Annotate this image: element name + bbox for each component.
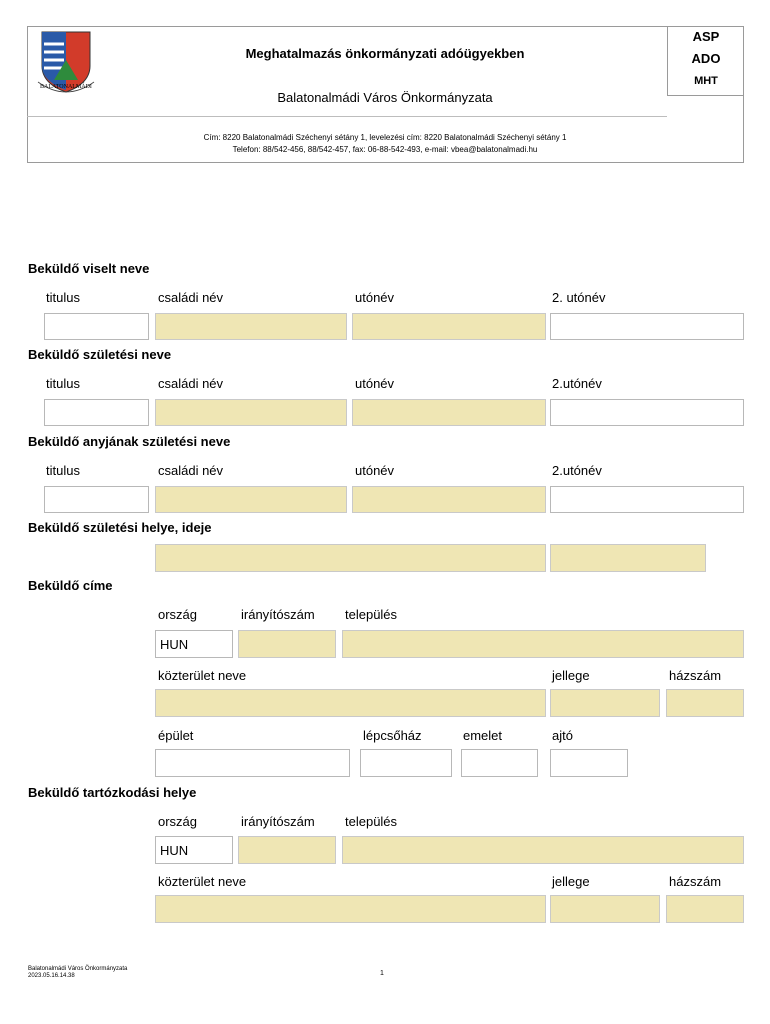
tartozkodasi-iranyitoszam-input[interactable] xyxy=(238,836,336,864)
cim-iranyitoszam-input[interactable] xyxy=(238,630,336,658)
viselt-utonev2-input[interactable] xyxy=(550,313,744,340)
cim-emelet-input[interactable] xyxy=(461,749,538,777)
label-emelet: emelet xyxy=(463,728,503,743)
form-code-ado: ADO xyxy=(691,51,721,66)
section-szuletesi-nev: Beküldő születési neve xyxy=(28,347,172,362)
szuletesi-hely-input[interactable] xyxy=(155,544,546,572)
label-csaladi-nev: családi név xyxy=(158,290,224,305)
tartozkodasi-kozterulet-neve-input[interactable] xyxy=(155,895,546,923)
label-csaladi-nev: családi név xyxy=(158,463,224,478)
anyja-utonev2-input[interactable] xyxy=(550,486,744,513)
anyja-csaladi-nev-input[interactable] xyxy=(155,486,347,513)
label-lepcsohaz: lépcsőház xyxy=(363,728,422,743)
szuletesi-utonev-input[interactable] xyxy=(352,399,546,426)
form-code-box xyxy=(667,26,744,96)
section-szuletesi-hely: Beküldő születési helye, ideje xyxy=(28,520,212,535)
label-orszag: ország xyxy=(158,814,198,829)
tartozkodasi-hazszam-input[interactable] xyxy=(666,895,744,923)
footer-org: Balatonalmádi Város Önkormányzata xyxy=(28,966,128,972)
cim-ajto-input[interactable] xyxy=(550,749,628,777)
szuletesi-ido-input[interactable] xyxy=(550,544,706,572)
form-code-mht: MHT xyxy=(694,75,718,87)
logo-text: BALATONALMÁDI xyxy=(40,84,92,90)
anyja-utonev-input[interactable] xyxy=(352,486,546,513)
label-kozterulet-neve: közterület neve xyxy=(158,668,247,683)
cim-hazszam-input[interactable] xyxy=(666,689,744,717)
section-anyja-neve: Beküldő anyjának születési neve xyxy=(28,434,231,449)
label-utonev: utónév xyxy=(355,290,395,305)
page-number: 1 xyxy=(380,970,384,977)
document-title: Meghatalmazás önkormányzati adóügyekben xyxy=(245,46,525,61)
label-utonev2: 2.utónév xyxy=(552,463,602,478)
tartozkodasi-orszag-input[interactable]: HUN xyxy=(155,836,233,864)
label-epulet: épület xyxy=(158,728,194,743)
label-ajto: ajtó xyxy=(552,728,573,743)
szuletesi-utonev2-input[interactable] xyxy=(550,399,744,426)
section-viselt-nev: Beküldő viselt neve xyxy=(28,261,150,276)
section-cim: Beküldő címe xyxy=(28,578,113,593)
label-titulus: titulus xyxy=(46,463,80,478)
label-orszag: ország xyxy=(158,607,198,622)
cim-epulet-input[interactable] xyxy=(155,749,350,777)
label-jellege: jellege xyxy=(552,668,590,683)
label-utonev2: 2.utónév xyxy=(552,376,602,391)
label-utonev: utónév xyxy=(355,463,395,478)
szuletesi-csaladi-nev-input[interactable] xyxy=(155,399,347,426)
label-iranyitoszam: irányítószám xyxy=(241,814,315,829)
cim-kozterulet-neve-input[interactable] xyxy=(155,689,546,717)
document-subtitle: Balatonalmádi Város Önkormányzata xyxy=(277,90,493,105)
label-kozterulet-neve: közterület neve xyxy=(158,874,247,889)
label-utonev: utónév xyxy=(355,376,395,391)
viselt-csaladi-nev-input[interactable] xyxy=(155,313,347,340)
footer-timestamp: 2023.05.16.14.38 xyxy=(28,973,75,979)
header-divider xyxy=(27,116,667,117)
label-hazszam: házszám xyxy=(669,668,722,683)
label-titulus: titulus xyxy=(46,376,80,391)
footer-info xyxy=(28,966,127,980)
cim-lepcsohaz-input[interactable] xyxy=(360,749,452,777)
tartozkodasi-telepules-input[interactable] xyxy=(342,836,744,864)
cim-jellege-input[interactable] xyxy=(550,689,660,717)
tartozkodasi-jellege-input[interactable] xyxy=(550,895,660,923)
viselt-utonev-input[interactable] xyxy=(352,313,546,340)
label-utonev2: 2. utónév xyxy=(552,290,606,305)
label-csaladi-nev: családi név xyxy=(158,376,224,391)
address-line-2: Telefon: 88/542-456, 88/542-457, fax: 06-88-542-493, e-mail: vbea@balatonalmadi.hu xyxy=(232,145,538,154)
anyja-titulus-input[interactable] xyxy=(44,486,149,513)
label-telepules: település xyxy=(345,607,398,622)
label-hazszam: házszám xyxy=(669,874,722,889)
section-tartozkodasi: Beküldő tartózkodási helye xyxy=(28,785,197,800)
cim-telepules-input[interactable] xyxy=(342,630,744,658)
viselt-titulus-input[interactable] xyxy=(44,313,149,340)
cim-orszag-input[interactable]: HUN xyxy=(155,630,233,658)
label-jellege: jellege xyxy=(552,874,590,889)
address-line-1: Cím: 8220 Balatonalmádi Széchenyi sétány 1, levelezési cím: 8220 Balatonalmádi Széchenyi sétány 1 xyxy=(203,133,567,142)
label-iranyitoszam: irányítószám xyxy=(241,607,315,622)
szuletesi-titulus-input[interactable] xyxy=(44,399,149,426)
form-code-asp: ASP xyxy=(692,29,720,44)
label-telepules: település xyxy=(345,814,398,829)
label-titulus: titulus xyxy=(46,290,80,305)
